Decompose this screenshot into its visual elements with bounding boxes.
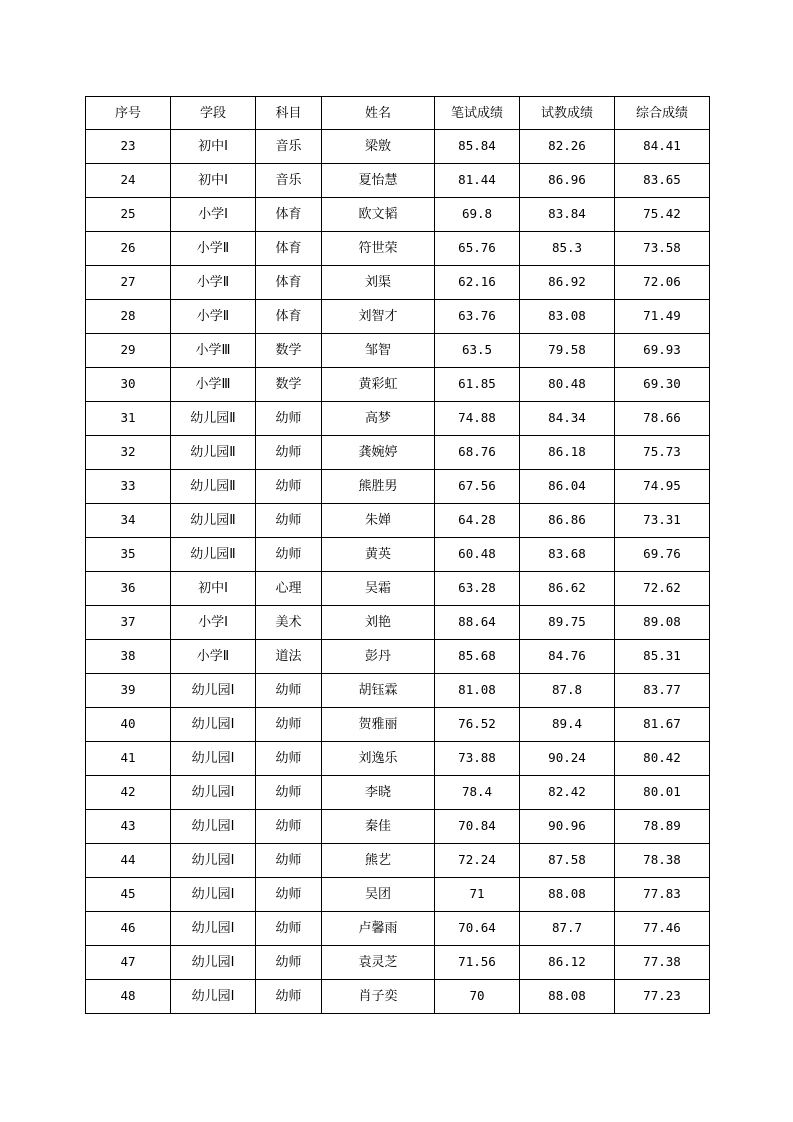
cell-subject: 幼师 <box>256 742 322 776</box>
table-body <box>86 130 710 1014</box>
table-row <box>86 470 710 504</box>
table-row <box>86 334 710 368</box>
cell-subject: 体育 <box>256 300 322 334</box>
cell-total-score: 78.38 <box>615 844 710 878</box>
cell-name: 肖子奕 <box>322 980 435 1014</box>
table-row <box>86 844 710 878</box>
cell-name: 梁敫 <box>322 130 435 164</box>
header-index: 序号 <box>86 97 171 130</box>
table-row <box>86 368 710 402</box>
cell-subject: 幼师 <box>256 538 322 572</box>
cell-teaching-score: 82.42 <box>520 776 615 810</box>
cell-index: 41 <box>86 742 171 776</box>
table-row <box>86 776 710 810</box>
cell-total-score: 69.30 <box>615 368 710 402</box>
cell-subject: 幼师 <box>256 776 322 810</box>
table-row <box>86 640 710 674</box>
cell-subject: 幼师 <box>256 844 322 878</box>
cell-written-score: 70.64 <box>435 912 520 946</box>
cell-index: 42 <box>86 776 171 810</box>
cell-name: 刘逸乐 <box>322 742 435 776</box>
cell-total-score: 72.62 <box>615 572 710 606</box>
table-row <box>86 878 710 912</box>
table-row <box>86 810 710 844</box>
cell-subject: 体育 <box>256 198 322 232</box>
cell-total-score: 78.89 <box>615 810 710 844</box>
cell-total-score: 69.76 <box>615 538 710 572</box>
cell-written-score: 63.28 <box>435 572 520 606</box>
cell-written-score: 70 <box>435 980 520 1014</box>
cell-index: 25 <box>86 198 171 232</box>
cell-subject: 幼师 <box>256 810 322 844</box>
table-row <box>86 674 710 708</box>
cell-index: 27 <box>86 266 171 300</box>
cell-total-score: 75.73 <box>615 436 710 470</box>
cell-written-score: 85.84 <box>435 130 520 164</box>
cell-stage: 幼儿园Ⅱ <box>171 538 256 572</box>
table-row <box>86 912 710 946</box>
header-written-score: 笔试成绩 <box>435 97 520 130</box>
cell-name: 吴霜 <box>322 572 435 606</box>
cell-teaching-score: 86.86 <box>520 504 615 538</box>
table-row <box>86 266 710 300</box>
cell-index: 35 <box>86 538 171 572</box>
table-row <box>86 164 710 198</box>
cell-written-score: 81.08 <box>435 674 520 708</box>
cell-index: 38 <box>86 640 171 674</box>
cell-name: 邹智 <box>322 334 435 368</box>
cell-subject: 道法 <box>256 640 322 674</box>
table-row <box>86 198 710 232</box>
cell-written-score: 61.85 <box>435 368 520 402</box>
cell-name: 彭丹 <box>322 640 435 674</box>
cell-index: 39 <box>86 674 171 708</box>
cell-stage: 幼儿园Ⅰ <box>171 878 256 912</box>
cell-subject: 音乐 <box>256 164 322 198</box>
cell-index: 36 <box>86 572 171 606</box>
cell-stage: 初中Ⅰ <box>171 130 256 164</box>
cell-index: 44 <box>86 844 171 878</box>
cell-written-score: 71.56 <box>435 946 520 980</box>
cell-name: 袁灵芝 <box>322 946 435 980</box>
cell-teaching-score: 84.76 <box>520 640 615 674</box>
cell-total-score: 85.31 <box>615 640 710 674</box>
cell-name: 贺雅丽 <box>322 708 435 742</box>
cell-teaching-score: 83.08 <box>520 300 615 334</box>
cell-stage: 幼儿园Ⅱ <box>171 470 256 504</box>
cell-teaching-score: 88.08 <box>520 980 615 1014</box>
cell-name: 刘智才 <box>322 300 435 334</box>
cell-written-score: 65.76 <box>435 232 520 266</box>
cell-subject: 幼师 <box>256 878 322 912</box>
cell-subject: 幼师 <box>256 946 322 980</box>
cell-teaching-score: 88.08 <box>520 878 615 912</box>
cell-total-score: 71.49 <box>615 300 710 334</box>
cell-index: 48 <box>86 980 171 1014</box>
cell-written-score: 60.48 <box>435 538 520 572</box>
table-row <box>86 232 710 266</box>
cell-teaching-score: 86.18 <box>520 436 615 470</box>
cell-teaching-score: 86.96 <box>520 164 615 198</box>
cell-total-score: 73.31 <box>615 504 710 538</box>
cell-index: 29 <box>86 334 171 368</box>
cell-written-score: 81.44 <box>435 164 520 198</box>
header-teaching-score: 试教成绩 <box>520 97 615 130</box>
cell-index: 34 <box>86 504 171 538</box>
cell-name: 高梦 <box>322 402 435 436</box>
cell-stage: 幼儿园Ⅰ <box>171 708 256 742</box>
cell-total-score: 83.77 <box>615 674 710 708</box>
table-row <box>86 572 710 606</box>
cell-stage: 小学Ⅱ <box>171 266 256 300</box>
cell-index: 30 <box>86 368 171 402</box>
table-row <box>86 980 710 1014</box>
cell-stage: 幼儿园Ⅰ <box>171 844 256 878</box>
cell-total-score: 83.65 <box>615 164 710 198</box>
cell-teaching-score: 82.26 <box>520 130 615 164</box>
cell-index: 28 <box>86 300 171 334</box>
cell-teaching-score: 79.58 <box>520 334 615 368</box>
cell-stage: 小学Ⅲ <box>171 368 256 402</box>
cell-written-score: 67.56 <box>435 470 520 504</box>
cell-subject: 心理 <box>256 572 322 606</box>
cell-teaching-score: 90.24 <box>520 742 615 776</box>
cell-teaching-score: 90.96 <box>520 810 615 844</box>
cell-name: 卢馨雨 <box>322 912 435 946</box>
table-row <box>86 742 710 776</box>
cell-subject: 幼师 <box>256 912 322 946</box>
cell-name: 朱婵 <box>322 504 435 538</box>
cell-written-score: 76.52 <box>435 708 520 742</box>
cell-stage: 幼儿园Ⅰ <box>171 912 256 946</box>
table-row <box>86 538 710 572</box>
cell-subject: 数学 <box>256 368 322 402</box>
cell-stage: 初中Ⅰ <box>171 572 256 606</box>
cell-total-score: 77.38 <box>615 946 710 980</box>
cell-total-score: 77.23 <box>615 980 710 1014</box>
cell-subject: 幼师 <box>256 436 322 470</box>
header-subject: 科目 <box>256 97 322 130</box>
cell-name: 欧文韬 <box>322 198 435 232</box>
cell-stage: 小学Ⅲ <box>171 334 256 368</box>
table-row <box>86 606 710 640</box>
header-name: 姓名 <box>322 97 435 130</box>
cell-stage: 幼儿园Ⅱ <box>171 504 256 538</box>
cell-name: 龚婉婷 <box>322 436 435 470</box>
cell-index: 23 <box>86 130 171 164</box>
cell-total-score: 81.67 <box>615 708 710 742</box>
cell-teaching-score: 87.8 <box>520 674 615 708</box>
table-row <box>86 708 710 742</box>
cell-name: 吴团 <box>322 878 435 912</box>
cell-teaching-score: 85.3 <box>520 232 615 266</box>
cell-subject: 体育 <box>256 232 322 266</box>
cell-stage: 幼儿园Ⅰ <box>171 810 256 844</box>
table-row <box>86 300 710 334</box>
cell-teaching-score: 89.4 <box>520 708 615 742</box>
cell-teaching-score: 83.68 <box>520 538 615 572</box>
cell-name: 黄英 <box>322 538 435 572</box>
cell-total-score: 89.08 <box>615 606 710 640</box>
cell-subject: 幼师 <box>256 980 322 1014</box>
cell-stage: 幼儿园Ⅰ <box>171 776 256 810</box>
cell-subject: 体育 <box>256 266 322 300</box>
cell-written-score: 85.68 <box>435 640 520 674</box>
cell-total-score: 69.93 <box>615 334 710 368</box>
cell-subject: 幼师 <box>256 504 322 538</box>
cell-total-score: 84.41 <box>615 130 710 164</box>
cell-teaching-score: 84.34 <box>520 402 615 436</box>
cell-written-score: 68.76 <box>435 436 520 470</box>
cell-name: 夏怡慧 <box>322 164 435 198</box>
cell-written-score: 78.4 <box>435 776 520 810</box>
cell-written-score: 62.16 <box>435 266 520 300</box>
cell-index: 45 <box>86 878 171 912</box>
cell-stage: 幼儿园Ⅰ <box>171 742 256 776</box>
table-row <box>86 946 710 980</box>
cell-written-score: 74.88 <box>435 402 520 436</box>
cell-index: 33 <box>86 470 171 504</box>
cell-teaching-score: 87.7 <box>520 912 615 946</box>
cell-written-score: 63.5 <box>435 334 520 368</box>
cell-name: 熊胜男 <box>322 470 435 504</box>
cell-stage: 初中Ⅰ <box>171 164 256 198</box>
cell-total-score: 75.42 <box>615 198 710 232</box>
table-row <box>86 436 710 470</box>
cell-index: 47 <box>86 946 171 980</box>
cell-index: 43 <box>86 810 171 844</box>
cell-stage: 小学Ⅱ <box>171 300 256 334</box>
cell-stage: 小学Ⅰ <box>171 198 256 232</box>
cell-teaching-score: 86.62 <box>520 572 615 606</box>
cell-stage: 幼儿园Ⅱ <box>171 436 256 470</box>
cell-written-score: 73.88 <box>435 742 520 776</box>
cell-subject: 美术 <box>256 606 322 640</box>
cell-total-score: 73.58 <box>615 232 710 266</box>
cell-total-score: 80.01 <box>615 776 710 810</box>
cell-teaching-score: 86.92 <box>520 266 615 300</box>
cell-written-score: 70.84 <box>435 810 520 844</box>
cell-written-score: 64.28 <box>435 504 520 538</box>
cell-stage: 幼儿园Ⅰ <box>171 980 256 1014</box>
cell-index: 40 <box>86 708 171 742</box>
cell-teaching-score: 87.58 <box>520 844 615 878</box>
cell-name: 李晓 <box>322 776 435 810</box>
cell-total-score: 80.42 <box>615 742 710 776</box>
cell-teaching-score: 83.84 <box>520 198 615 232</box>
cell-written-score: 71 <box>435 878 520 912</box>
cell-total-score: 77.46 <box>615 912 710 946</box>
cell-subject: 幼师 <box>256 674 322 708</box>
table-row <box>86 504 710 538</box>
cell-stage: 小学Ⅰ <box>171 606 256 640</box>
cell-stage: 小学Ⅱ <box>171 232 256 266</box>
table-header-row <box>86 97 710 130</box>
cell-name: 秦佳 <box>322 810 435 844</box>
cell-total-score: 74.95 <box>615 470 710 504</box>
cell-total-score: 77.83 <box>615 878 710 912</box>
table-row <box>86 402 710 436</box>
cell-teaching-score: 80.48 <box>520 368 615 402</box>
cell-subject: 幼师 <box>256 402 322 436</box>
cell-index: 31 <box>86 402 171 436</box>
cell-name: 胡钰霖 <box>322 674 435 708</box>
cell-teaching-score: 89.75 <box>520 606 615 640</box>
cell-name: 刘艳 <box>322 606 435 640</box>
cell-subject: 幼师 <box>256 708 322 742</box>
cell-index: 26 <box>86 232 171 266</box>
cell-written-score: 72.24 <box>435 844 520 878</box>
cell-stage: 小学Ⅱ <box>171 640 256 674</box>
cell-index: 37 <box>86 606 171 640</box>
cell-subject: 幼师 <box>256 470 322 504</box>
cell-teaching-score: 86.12 <box>520 946 615 980</box>
cell-total-score: 72.06 <box>615 266 710 300</box>
table-row <box>86 130 710 164</box>
header-stage: 学段 <box>171 97 256 130</box>
cell-subject: 音乐 <box>256 130 322 164</box>
cell-teaching-score: 86.04 <box>520 470 615 504</box>
cell-index: 46 <box>86 912 171 946</box>
cell-name: 黄彩虹 <box>322 368 435 402</box>
cell-stage: 幼儿园Ⅰ <box>171 946 256 980</box>
cell-name: 刘渠 <box>322 266 435 300</box>
cell-written-score: 69.8 <box>435 198 520 232</box>
cell-stage: 幼儿园Ⅱ <box>171 402 256 436</box>
cell-total-score: 78.66 <box>615 402 710 436</box>
cell-name: 熊艺 <box>322 844 435 878</box>
cell-subject: 数学 <box>256 334 322 368</box>
cell-name: 符世荣 <box>322 232 435 266</box>
score-table <box>85 96 710 1014</box>
header-total-score: 综合成绩 <box>615 97 710 130</box>
cell-written-score: 63.76 <box>435 300 520 334</box>
cell-stage: 幼儿园Ⅰ <box>171 674 256 708</box>
cell-index: 32 <box>86 436 171 470</box>
cell-written-score: 88.64 <box>435 606 520 640</box>
cell-index: 24 <box>86 164 171 198</box>
